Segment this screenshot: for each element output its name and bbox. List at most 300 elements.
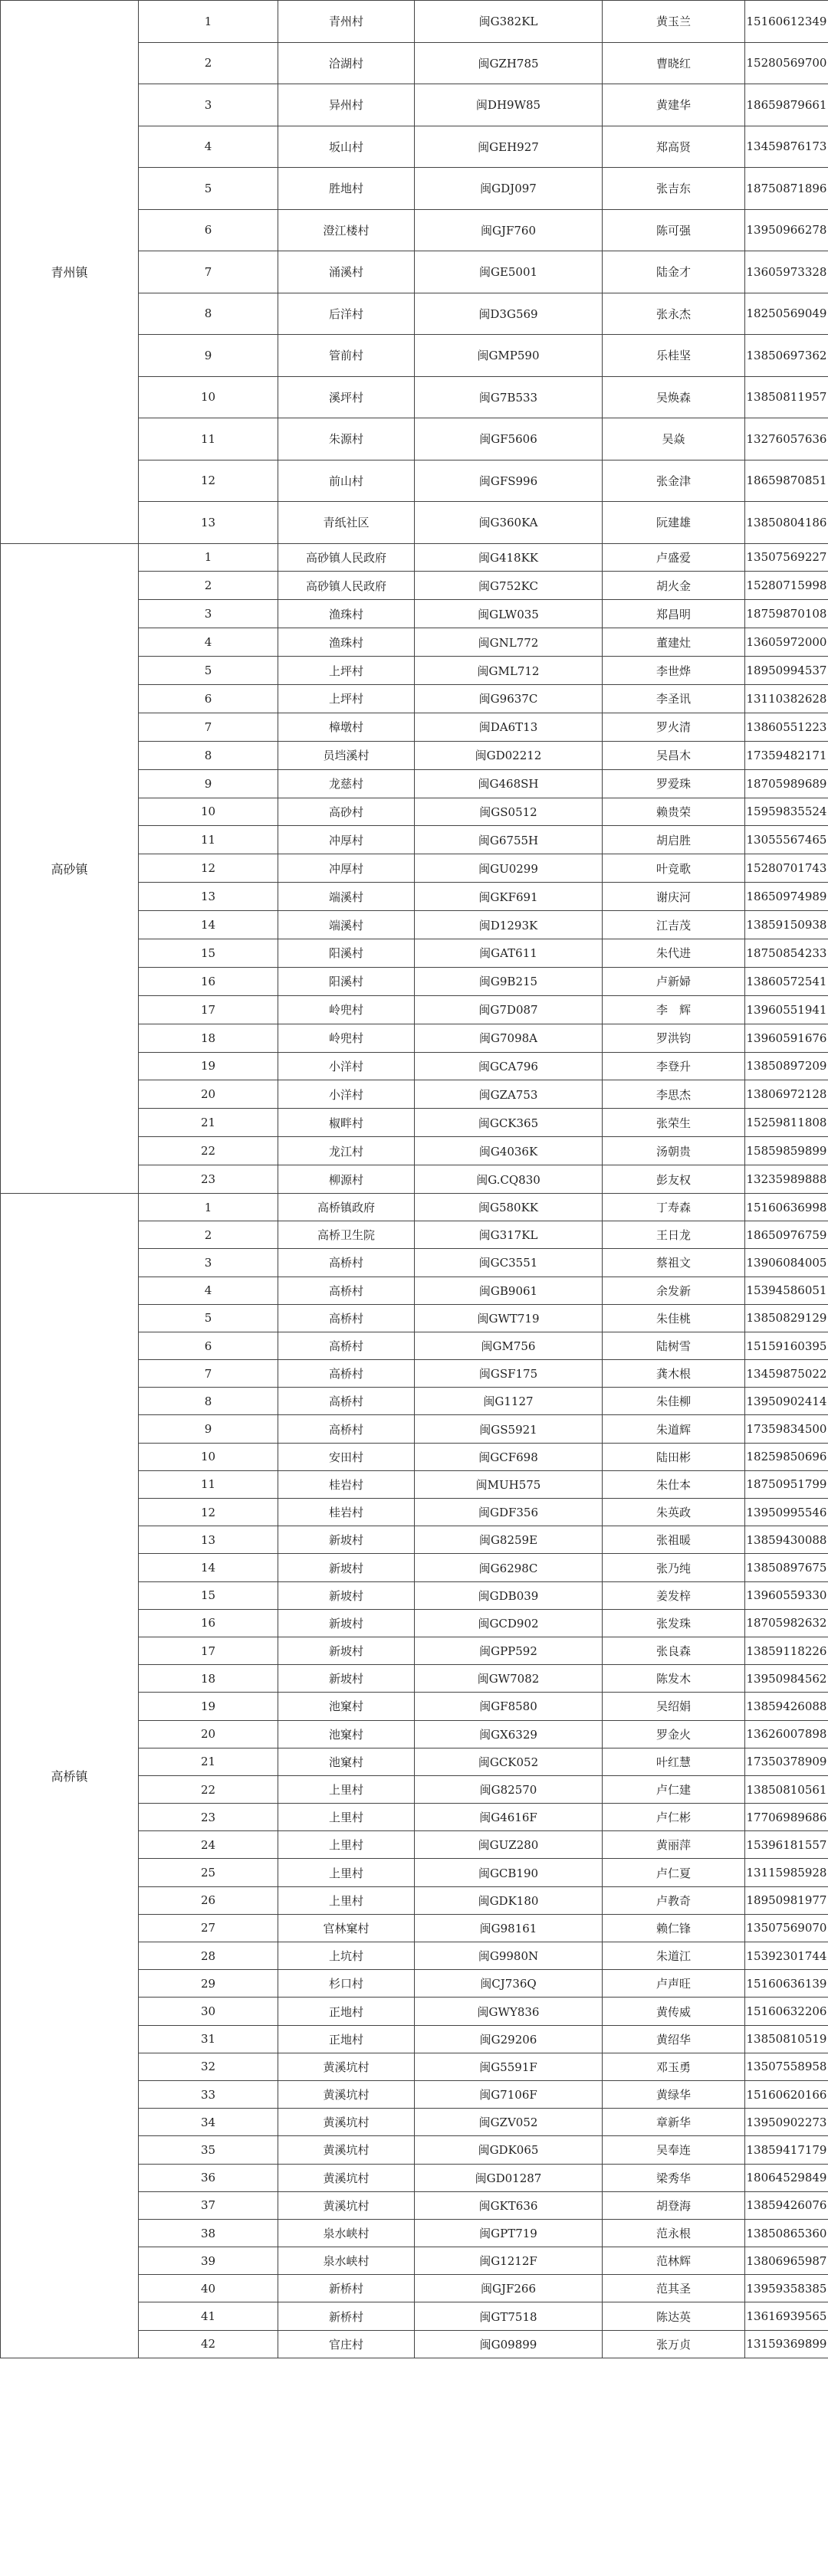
plate-number: 闽GD01287 bbox=[415, 2164, 603, 2191]
plate-number: 闽GDB039 bbox=[415, 1581, 603, 1609]
village-name: 岭兜村 bbox=[278, 995, 415, 1024]
phone-number: 18650976759 bbox=[745, 1221, 828, 1249]
driver-name: 黄绿华 bbox=[603, 2080, 745, 2108]
row-number: 3 bbox=[139, 84, 278, 126]
row-number: 9 bbox=[139, 769, 278, 798]
village-name: 高桥村 bbox=[278, 1304, 415, 1332]
driver-name: 李圣讯 bbox=[603, 684, 745, 713]
row-number: 19 bbox=[139, 1693, 278, 1720]
table-row bbox=[1, 543, 828, 572]
driver-name: 乐桂坚 bbox=[603, 335, 745, 377]
plate-number: 闽G580KK bbox=[415, 1193, 603, 1221]
plate-number: 闽GKT636 bbox=[415, 2191, 603, 2219]
plate-number: 闽G752KC bbox=[415, 572, 603, 600]
phone-number: 18659879661 bbox=[745, 84, 828, 126]
plate-number: 闽GPT719 bbox=[415, 2219, 603, 2247]
plate-number: 闽G4036K bbox=[415, 1137, 603, 1165]
plate-number: 闽GM756 bbox=[415, 1332, 603, 1359]
plate-number: 闽GWY836 bbox=[415, 1998, 603, 2025]
table-row bbox=[1, 1193, 828, 1221]
village-name: 正地村 bbox=[278, 2025, 415, 2053]
row-number: 22 bbox=[139, 1137, 278, 1165]
row-number: 37 bbox=[139, 2191, 278, 2219]
phone-number: 13859118226 bbox=[745, 1637, 828, 1664]
row-number: 19 bbox=[139, 1052, 278, 1080]
driver-name: 黄传威 bbox=[603, 1998, 745, 2025]
plate-number: 闽G382KL bbox=[415, 1, 603, 43]
driver-name: 卢盛爱 bbox=[603, 543, 745, 572]
row-number: 4 bbox=[139, 628, 278, 657]
row-number: 10 bbox=[139, 376, 278, 418]
row-number: 10 bbox=[139, 798, 278, 826]
row-number: 18 bbox=[139, 1665, 278, 1693]
row-number: 13 bbox=[139, 1526, 278, 1554]
village-name: 官庄村 bbox=[278, 2330, 415, 2358]
village-name: 黄溪坑村 bbox=[278, 2080, 415, 2108]
plate-number: 闽GCK365 bbox=[415, 1109, 603, 1137]
phone-number: 13959358385 bbox=[745, 2275, 828, 2302]
town-name: 青州镇 bbox=[1, 1, 139, 544]
phone-number: 15160620166 bbox=[745, 2080, 828, 2108]
table-row bbox=[1, 1, 828, 43]
phone-number: 17706989686 bbox=[745, 1804, 828, 1831]
village-name: 高砂镇人民政府 bbox=[278, 572, 415, 600]
row-number: 23 bbox=[139, 1165, 278, 1194]
row-number: 7 bbox=[139, 251, 278, 293]
plate-number: 闽GCD902 bbox=[415, 1609, 603, 1637]
phone-number: 15392301744 bbox=[745, 1942, 828, 1970]
row-number: 2 bbox=[139, 572, 278, 600]
village-name: 龙江村 bbox=[278, 1137, 415, 1165]
village-name: 新坡村 bbox=[278, 1637, 415, 1664]
plate-number: 闽GC3551 bbox=[415, 1249, 603, 1277]
phone-number: 13950966278 bbox=[745, 209, 828, 251]
driver-name: 彭友权 bbox=[603, 1165, 745, 1194]
phone-number: 13859430088 bbox=[745, 1526, 828, 1554]
phone-number: 13507569227 bbox=[745, 543, 828, 572]
plate-number: 闽DH9W85 bbox=[415, 84, 603, 126]
village-name: 冲厚村 bbox=[278, 854, 415, 883]
plate-number: 闽GDK180 bbox=[415, 1886, 603, 1914]
row-number: 40 bbox=[139, 2275, 278, 2302]
driver-name: 张荣生 bbox=[603, 1109, 745, 1137]
row-number: 9 bbox=[139, 1415, 278, 1443]
village-name: 渔珠村 bbox=[278, 628, 415, 657]
phone-number: 13110382628 bbox=[745, 684, 828, 713]
plate-number: 闽GAT611 bbox=[415, 939, 603, 967]
phone-number: 13850897209 bbox=[745, 1052, 828, 1080]
village-name: 澄江楼村 bbox=[278, 209, 415, 251]
driver-name: 胡登海 bbox=[603, 2191, 745, 2219]
phone-number: 13859417179 bbox=[745, 2136, 828, 2164]
village-name: 小洋村 bbox=[278, 1052, 415, 1080]
driver-name: 郑高贤 bbox=[603, 126, 745, 168]
phone-number: 13459876173 bbox=[745, 126, 828, 168]
row-number: 14 bbox=[139, 911, 278, 939]
row-number: 41 bbox=[139, 2302, 278, 2330]
phone-number: 13806965987 bbox=[745, 2247, 828, 2275]
row-number: 12 bbox=[139, 1499, 278, 1526]
phone-number: 13507558958 bbox=[745, 2053, 828, 2080]
plate-number: 闽GDF356 bbox=[415, 1499, 603, 1526]
plate-number: 闽G1127 bbox=[415, 1388, 603, 1415]
plate-number: 闽GJF760 bbox=[415, 209, 603, 251]
row-number: 34 bbox=[139, 2109, 278, 2136]
row-number: 9 bbox=[139, 335, 278, 377]
phone-number: 15859859899 bbox=[745, 1137, 828, 1165]
row-number: 5 bbox=[139, 168, 278, 210]
plate-number: 闽GUZ280 bbox=[415, 1831, 603, 1859]
row-number: 12 bbox=[139, 854, 278, 883]
driver-name: 范其圣 bbox=[603, 2275, 745, 2302]
village-name: 池窠村 bbox=[278, 1720, 415, 1748]
phone-number: 18750951799 bbox=[745, 1470, 828, 1498]
phone-number: 13626007898 bbox=[745, 1720, 828, 1748]
row-number: 11 bbox=[139, 1470, 278, 1498]
driver-name: 胡火金 bbox=[603, 572, 745, 600]
village-name: 高桥村 bbox=[278, 1332, 415, 1359]
driver-name: 朱道江 bbox=[603, 1942, 745, 1970]
row-number: 6 bbox=[139, 209, 278, 251]
village-name: 岭兜村 bbox=[278, 1024, 415, 1052]
phone-number: 18759870108 bbox=[745, 600, 828, 628]
village-name: 池窠村 bbox=[278, 1693, 415, 1720]
phone-number: 18750854233 bbox=[745, 939, 828, 967]
phone-number: 13159369899 bbox=[745, 2330, 828, 2358]
row-number: 1 bbox=[139, 1, 278, 43]
row-number: 5 bbox=[139, 657, 278, 685]
plate-number: 闽GMP590 bbox=[415, 335, 603, 377]
plate-number: 闽GEH927 bbox=[415, 126, 603, 168]
village-name: 管前村 bbox=[278, 335, 415, 377]
row-number: 31 bbox=[139, 2025, 278, 2053]
village-name: 黄溪坑村 bbox=[278, 2164, 415, 2191]
row-number: 6 bbox=[139, 684, 278, 713]
row-number: 4 bbox=[139, 126, 278, 168]
village-name: 上里村 bbox=[278, 1886, 415, 1914]
row-number: 22 bbox=[139, 1775, 278, 1803]
village-name: 泉水峡村 bbox=[278, 2247, 415, 2275]
row-number: 12 bbox=[139, 460, 278, 502]
plate-number: 闽GB9061 bbox=[415, 1277, 603, 1304]
village-name: 正地村 bbox=[278, 1998, 415, 2025]
phone-number: 13459875022 bbox=[745, 1360, 828, 1388]
plate-number: 闽DA6T13 bbox=[415, 713, 603, 741]
driver-name: 张良森 bbox=[603, 1637, 745, 1664]
driver-name: 王日龙 bbox=[603, 1221, 745, 1249]
driver-name: 赖贵荣 bbox=[603, 798, 745, 826]
driver-name: 黄丽萍 bbox=[603, 1831, 745, 1859]
row-number: 16 bbox=[139, 1609, 278, 1637]
driver-name: 吴昌木 bbox=[603, 741, 745, 769]
row-number: 27 bbox=[139, 1914, 278, 1942]
row-number: 15 bbox=[139, 1581, 278, 1609]
driver-name: 汤朝贵 bbox=[603, 1137, 745, 1165]
plate-number: 闽G5591F bbox=[415, 2053, 603, 2080]
village-name: 后洋村 bbox=[278, 293, 415, 335]
plate-number: 闽MUH575 bbox=[415, 1470, 603, 1498]
plate-number: 闽G317KL bbox=[415, 1221, 603, 1249]
phone-number: 18259850696 bbox=[745, 1443, 828, 1470]
row-number: 38 bbox=[139, 2219, 278, 2247]
plate-number: 闽GS5921 bbox=[415, 1415, 603, 1443]
phone-number: 13850697362 bbox=[745, 335, 828, 377]
phone-number: 13859426088 bbox=[745, 1693, 828, 1720]
village-name: 青州村 bbox=[278, 1, 415, 43]
plate-number: 闽GCK052 bbox=[415, 1748, 603, 1775]
plate-number: 闽GKF691 bbox=[415, 883, 603, 911]
row-number: 11 bbox=[139, 826, 278, 854]
driver-name: 范林辉 bbox=[603, 2247, 745, 2275]
row-number: 25 bbox=[139, 1859, 278, 1886]
phone-number: 18705989689 bbox=[745, 769, 828, 798]
row-number: 16 bbox=[139, 967, 278, 995]
driver-name: 卢新婦 bbox=[603, 967, 745, 995]
row-number: 5 bbox=[139, 1304, 278, 1332]
driver-name: 梁秀华 bbox=[603, 2164, 745, 2191]
plate-number: 闽GNL772 bbox=[415, 628, 603, 657]
plate-number: 闽G9B215 bbox=[415, 967, 603, 995]
driver-name: 姜发梓 bbox=[603, 1581, 745, 1609]
driver-name: 胡启胜 bbox=[603, 826, 745, 854]
village-name: 高桥村 bbox=[278, 1360, 415, 1388]
driver-name: 张吉东 bbox=[603, 168, 745, 210]
row-number: 29 bbox=[139, 1970, 278, 1998]
driver-name: 叶竞歌 bbox=[603, 854, 745, 883]
driver-name: 曹晓红 bbox=[603, 42, 745, 84]
driver-name: 陈达英 bbox=[603, 2302, 745, 2330]
village-name: 黄溪坑村 bbox=[278, 2109, 415, 2136]
phone-number: 15280569700 bbox=[745, 42, 828, 84]
row-number: 7 bbox=[139, 1360, 278, 1388]
plate-number: 闽GZV052 bbox=[415, 2109, 603, 2136]
village-name: 高砂村 bbox=[278, 798, 415, 826]
phone-number: 15259811808 bbox=[745, 1109, 828, 1137]
driver-name: 郑昌明 bbox=[603, 600, 745, 628]
phone-number: 13860551223 bbox=[745, 713, 828, 741]
plate-number: 闽GLW035 bbox=[415, 600, 603, 628]
driver-name: 张永杰 bbox=[603, 293, 745, 335]
village-name: 桂岩村 bbox=[278, 1499, 415, 1526]
phone-number: 13806972128 bbox=[745, 1080, 828, 1109]
phone-number: 13235989888 bbox=[745, 1165, 828, 1194]
row-number: 8 bbox=[139, 1388, 278, 1415]
village-name: 朱源村 bbox=[278, 418, 415, 460]
phone-number: 13616939565 bbox=[745, 2302, 828, 2330]
plate-number: 闽GT7518 bbox=[415, 2302, 603, 2330]
village-name: 高桥村 bbox=[278, 1277, 415, 1304]
driver-name: 邓玉勇 bbox=[603, 2053, 745, 2080]
village-name: 上里村 bbox=[278, 1775, 415, 1803]
village-name: 高桥村 bbox=[278, 1415, 415, 1443]
plate-number: 闽GPP592 bbox=[415, 1637, 603, 1664]
plate-number: 闽G29206 bbox=[415, 2025, 603, 2053]
plate-number: 闽GFS996 bbox=[415, 460, 603, 502]
phone-number: 18750871896 bbox=[745, 168, 828, 210]
village-name: 龙慈村 bbox=[278, 769, 415, 798]
village-name: 青纸社区 bbox=[278, 502, 415, 544]
row-number: 21 bbox=[139, 1109, 278, 1137]
phone-number: 13605972000 bbox=[745, 628, 828, 657]
row-number: 10 bbox=[139, 1443, 278, 1470]
plate-number: 闽GSF175 bbox=[415, 1360, 603, 1388]
plate-number: 闽G98161 bbox=[415, 1914, 603, 1942]
driver-name: 范永根 bbox=[603, 2219, 745, 2247]
phone-number: 13605973328 bbox=[745, 251, 828, 293]
phone-number: 18659870851 bbox=[745, 460, 828, 502]
phone-number: 18250569049 bbox=[745, 293, 828, 335]
village-name: 上里村 bbox=[278, 1831, 415, 1859]
plate-number: 闽G418KK bbox=[415, 543, 603, 572]
plate-number: 闽GJF266 bbox=[415, 2275, 603, 2302]
phone-number: 13859426076 bbox=[745, 2191, 828, 2219]
village-name: 员垱溪村 bbox=[278, 741, 415, 769]
phone-number: 13850804186 bbox=[745, 502, 828, 544]
village-name: 前山村 bbox=[278, 460, 415, 502]
plate-number: 闽G82570 bbox=[415, 1775, 603, 1803]
driver-name: 李思杰 bbox=[603, 1080, 745, 1109]
phone-number: 13850810561 bbox=[745, 1775, 828, 1803]
driver-name: 朱英政 bbox=[603, 1499, 745, 1526]
row-number: 13 bbox=[139, 502, 278, 544]
phone-number: 13055567465 bbox=[745, 826, 828, 854]
driver-name: 李登升 bbox=[603, 1052, 745, 1080]
plate-number: 闽GW7082 bbox=[415, 1665, 603, 1693]
phone-number: 17359482171 bbox=[745, 741, 828, 769]
plate-number: 闽GCA796 bbox=[415, 1052, 603, 1080]
plate-number: 闽G6298C bbox=[415, 1554, 603, 1581]
driver-name: 罗火清 bbox=[603, 713, 745, 741]
phone-number: 13860572541 bbox=[745, 967, 828, 995]
village-name: 新坡村 bbox=[278, 1581, 415, 1609]
plate-number: 闽GML712 bbox=[415, 657, 603, 685]
driver-name: 张发珠 bbox=[603, 1609, 745, 1637]
plate-number: 闽GE5001 bbox=[415, 251, 603, 293]
driver-name: 朱仕本 bbox=[603, 1470, 745, 1498]
row-number: 3 bbox=[139, 1249, 278, 1277]
village-name: 洽湖村 bbox=[278, 42, 415, 84]
village-name: 新坡村 bbox=[278, 1526, 415, 1554]
village-name: 桂岩村 bbox=[278, 1470, 415, 1498]
row-number: 23 bbox=[139, 1804, 278, 1831]
driver-name: 卢声旺 bbox=[603, 1970, 745, 1998]
phone-number: 13276057636 bbox=[745, 418, 828, 460]
phone-number: 13950984562 bbox=[745, 1665, 828, 1693]
driver-name: 罗金火 bbox=[603, 1720, 745, 1748]
phone-number: 13906084005 bbox=[745, 1249, 828, 1277]
row-number: 11 bbox=[139, 418, 278, 460]
phone-number: 18064529849 bbox=[745, 2164, 828, 2191]
driver-name: 江吉茂 bbox=[603, 911, 745, 939]
row-number: 42 bbox=[139, 2330, 278, 2358]
town-name: 高桥镇 bbox=[1, 1193, 139, 2358]
row-number: 39 bbox=[139, 2247, 278, 2275]
plate-number: 闽G4616F bbox=[415, 1804, 603, 1831]
village-name: 阳溪村 bbox=[278, 939, 415, 967]
plate-number: 闽G360KA bbox=[415, 502, 603, 544]
phone-number: 13960591676 bbox=[745, 1024, 828, 1052]
village-name: 坂山村 bbox=[278, 126, 415, 168]
phone-number: 13115985928 bbox=[745, 1859, 828, 1886]
row-number: 28 bbox=[139, 1942, 278, 1970]
row-number: 20 bbox=[139, 1080, 278, 1109]
driver-name: 黄绍华 bbox=[603, 2025, 745, 2053]
village-name: 新坡村 bbox=[278, 1554, 415, 1581]
row-number: 8 bbox=[139, 293, 278, 335]
village-name: 新坡村 bbox=[278, 1609, 415, 1637]
driver-name: 卢仁建 bbox=[603, 1775, 745, 1803]
plate-number: 闽GWT719 bbox=[415, 1304, 603, 1332]
driver-name: 陈可强 bbox=[603, 209, 745, 251]
village-name: 高桥村 bbox=[278, 1249, 415, 1277]
plate-number: 闽GZA753 bbox=[415, 1080, 603, 1109]
village-name: 椒畔村 bbox=[278, 1109, 415, 1137]
phone-number: 18950994537 bbox=[745, 657, 828, 685]
row-number: 30 bbox=[139, 1998, 278, 2025]
village-name: 胜地村 bbox=[278, 168, 415, 210]
plate-number: 闽G.CQ830 bbox=[415, 1165, 603, 1194]
town-name: 高砂镇 bbox=[1, 543, 139, 1193]
phone-number: 13859150938 bbox=[745, 911, 828, 939]
phone-number: 13507569070 bbox=[745, 1914, 828, 1942]
row-number: 18 bbox=[139, 1024, 278, 1052]
village-name: 新坡村 bbox=[278, 1665, 415, 1693]
driver-name: 朱道辉 bbox=[603, 1415, 745, 1443]
village-name: 冲厚村 bbox=[278, 826, 415, 854]
row-number: 36 bbox=[139, 2164, 278, 2191]
village-name: 上里村 bbox=[278, 1859, 415, 1886]
village-name: 涌溪村 bbox=[278, 251, 415, 293]
village-name: 端溪村 bbox=[278, 883, 415, 911]
driver-name: 张金津 bbox=[603, 460, 745, 502]
driver-name: 罗爱珠 bbox=[603, 769, 745, 798]
row-number: 13 bbox=[139, 883, 278, 911]
phone-number: 13850897675 bbox=[745, 1554, 828, 1581]
phone-number: 18950981977 bbox=[745, 1886, 828, 1914]
village-name: 黄溪坑村 bbox=[278, 2136, 415, 2164]
phone-number: 13960551941 bbox=[745, 995, 828, 1024]
village-name: 官林窠村 bbox=[278, 1914, 415, 1942]
village-name: 新桥村 bbox=[278, 2275, 415, 2302]
village-name: 池窠村 bbox=[278, 1748, 415, 1775]
phone-number: 13850865360 bbox=[745, 2219, 828, 2247]
phone-number: 15394586051 bbox=[745, 1277, 828, 1304]
village-name: 黄溪坑村 bbox=[278, 2053, 415, 2080]
village-name: 上坑村 bbox=[278, 1942, 415, 1970]
driver-name: 朱佳柳 bbox=[603, 1388, 745, 1415]
village-name: 樟墩村 bbox=[278, 713, 415, 741]
phone-number: 13950995546 bbox=[745, 1499, 828, 1526]
driver-name: 龚木根 bbox=[603, 1360, 745, 1388]
row-number: 20 bbox=[139, 1720, 278, 1748]
phone-number: 15160636998 bbox=[745, 1193, 828, 1221]
driver-name: 余发新 bbox=[603, 1277, 745, 1304]
row-number: 2 bbox=[139, 1221, 278, 1249]
village-name: 阳溪村 bbox=[278, 967, 415, 995]
driver-name: 陈发木 bbox=[603, 1665, 745, 1693]
table-body bbox=[1, 1, 828, 2358]
phone-number: 15159160395 bbox=[745, 1332, 828, 1359]
phone-number: 17350378909 bbox=[745, 1748, 828, 1775]
plate-number: 闽G7B533 bbox=[415, 376, 603, 418]
driver-name: 卢仁彬 bbox=[603, 1804, 745, 1831]
phone-number: 13950902414 bbox=[745, 1388, 828, 1415]
phone-number: 13850811957 bbox=[745, 376, 828, 418]
row-number: 32 bbox=[139, 2053, 278, 2080]
village-name: 柳源村 bbox=[278, 1165, 415, 1194]
village-name: 上坪村 bbox=[278, 657, 415, 685]
driver-name: 卢教奇 bbox=[603, 1886, 745, 1914]
